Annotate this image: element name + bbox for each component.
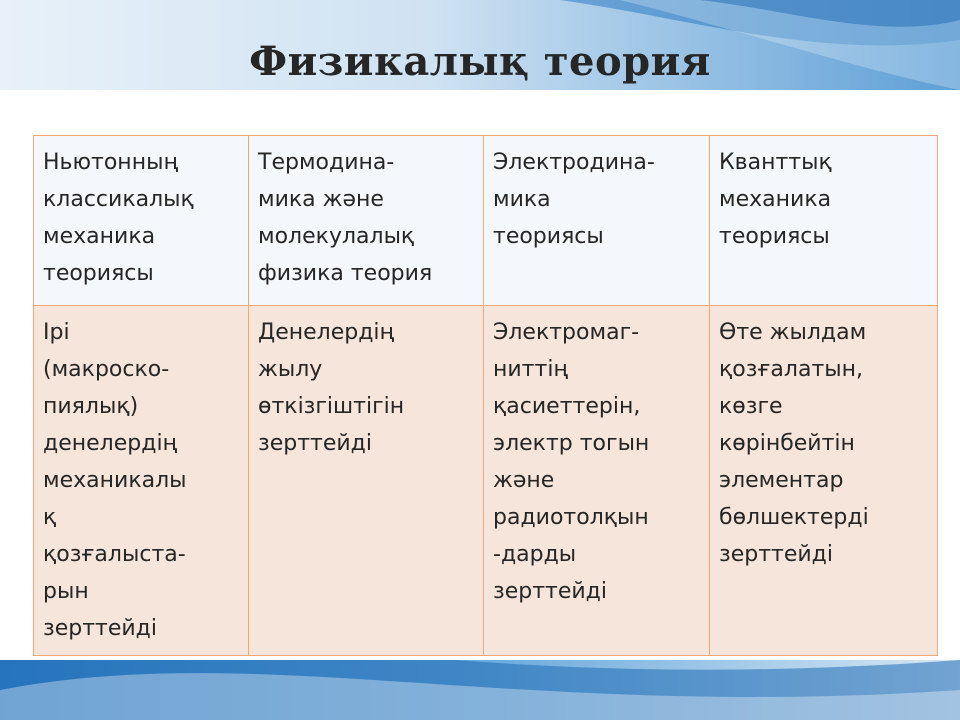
- slide-title: Физикалық теория: [249, 38, 711, 85]
- body-cell-newton: Ірі (макроско- пиялық) денелердің механикалы қ қозғалыста- рын зерттейді: [34, 306, 249, 656]
- body-cell-quantum: Өте жылдам қозғалатын, көзге көрінбейтін элементар бөлшектерді зерттейді: [710, 306, 938, 656]
- table-header-row: [34, 136, 938, 306]
- table-row: [34, 306, 938, 656]
- body-cell-thermodynamics: Денелердің жылу өткізгіштігін зерттейді: [249, 306, 484, 656]
- theory-table: [33, 135, 938, 656]
- header-cell-thermodynamics: Термодина- мика және молекулалық физика теория: [249, 136, 484, 306]
- header-cell-newton: Ньютонның классикалық механика теориясы: [34, 136, 249, 306]
- body-cell-electrodynamics: Электромаг- ниттің қасиеттерін, электр тогын және радиотолқын -дарды зерттейді: [484, 306, 710, 656]
- header-cell-electrodynamics: Электродина- мика теориясы: [484, 136, 710, 306]
- header-cell-quantum: Кванттық механика теориясы: [710, 136, 938, 306]
